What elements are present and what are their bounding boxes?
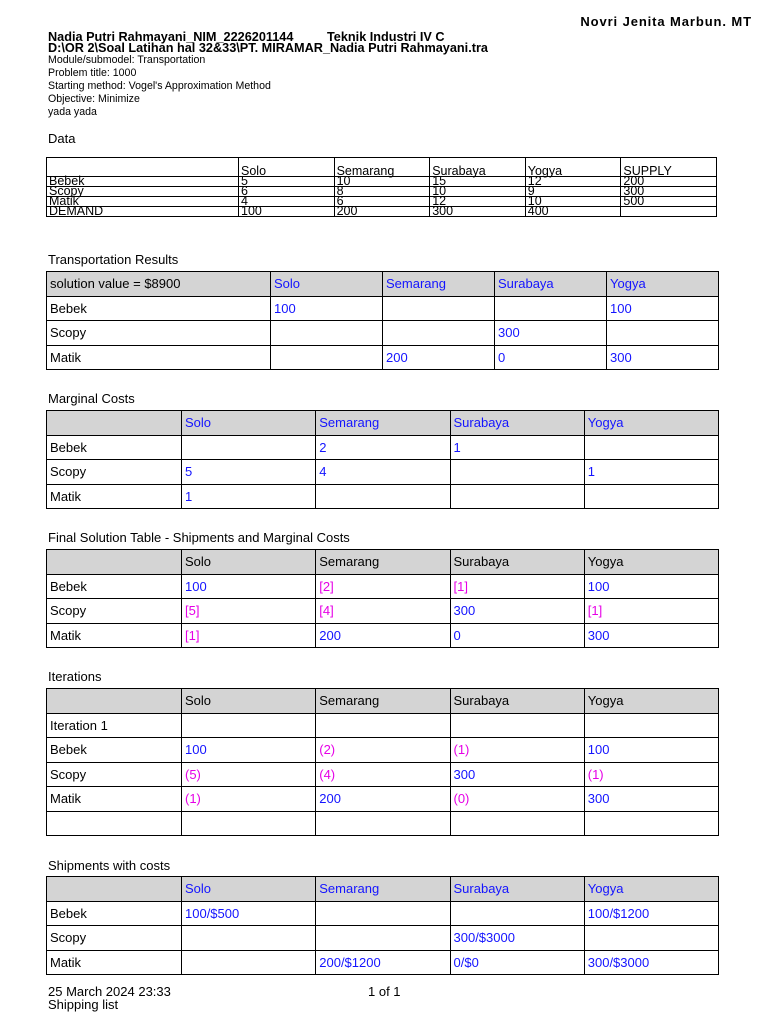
final-section-title: Final Solution Table - Shipments and Marginal Costs bbox=[48, 530, 350, 545]
marginal-row-matik bbox=[47, 484, 719, 509]
final-bebek-solo-cell: 100 bbox=[182, 574, 316, 599]
marginal-scopy-surabaya-cell bbox=[450, 460, 584, 485]
student-name: Nadia Putri Rahmayani_NIM_2226201144 bbox=[48, 30, 294, 44]
data-demand-label: DEMAND bbox=[47, 207, 239, 217]
marginal-scopy-semarang-cell: 4 bbox=[316, 460, 450, 485]
data-demand-solo-cell: 100 bbox=[239, 207, 335, 217]
data-header-surabaya: Surabaya bbox=[430, 158, 526, 177]
data-row-scopy bbox=[47, 187, 717, 197]
data-scopy-yogya-cell: 9 bbox=[525, 187, 621, 197]
iterations-bebek-semarang-cell: (2) bbox=[316, 738, 450, 763]
iterations-bebek-solo-cell: 100 bbox=[182, 738, 316, 763]
marginal-header-solo: Solo bbox=[182, 411, 316, 436]
iterations-header-surabaya: Surabaya bbox=[450, 689, 584, 714]
iterations-scopy-semarang-cell: (4) bbox=[316, 762, 450, 787]
iterations-header-yogya: Yogya bbox=[584, 689, 718, 714]
data-demand-yogya-cell: 400 bbox=[525, 207, 621, 217]
shipments-bebek-semarang-cell bbox=[316, 901, 450, 926]
results-bebek-solo-cell: 100 bbox=[271, 296, 383, 321]
results-matik-solo-cell bbox=[271, 345, 383, 370]
iterations-row-row-5 bbox=[47, 811, 719, 836]
data-matik-supply-cell: 500 bbox=[621, 197, 717, 207]
file-path: D:\OR 2\Soal Latihan hal 32&33\PT. MIRAMAR_Nadia Putri Rahmayani.tra bbox=[48, 41, 488, 55]
iterations-scopy-label: Scopy bbox=[47, 762, 182, 787]
marginal-header-surabaya: Surabaya bbox=[450, 411, 584, 436]
marginal-bebek-semarang-cell: 2 bbox=[316, 435, 450, 460]
iterations-matik-semarang-cell: 200 bbox=[316, 787, 450, 812]
shipments-scopy-label: Scopy bbox=[47, 926, 182, 951]
iterations-row-matik bbox=[47, 787, 719, 812]
iterations-header-row bbox=[47, 689, 719, 714]
final-matik-semarang-cell: 200 bbox=[316, 623, 450, 648]
results-matik-yogya-cell: 300 bbox=[607, 345, 719, 370]
results-scopy-yogya-cell bbox=[607, 321, 719, 346]
data-bebek-label: Bebek bbox=[47, 177, 239, 187]
shipments-scopy-surabaya-cell: 300/$3000 bbox=[450, 926, 584, 951]
shipments-row-bebek bbox=[47, 901, 719, 926]
problem-info bbox=[48, 54, 271, 119]
iterations-bebek-yogya-cell: 100 bbox=[584, 738, 718, 763]
results-bebek-semarang-cell bbox=[383, 296, 495, 321]
comment-line: yada yada bbox=[48, 106, 97, 119]
marginal-matik-yogya-cell bbox=[584, 484, 718, 509]
marginal-matik-semarang-cell bbox=[316, 484, 450, 509]
data-scopy-semarang-cell: 8 bbox=[334, 187, 430, 197]
final-header-row bbox=[47, 550, 719, 575]
shipments-row-matik bbox=[47, 950, 719, 975]
iterations-scopy-yogya-cell: (1) bbox=[584, 762, 718, 787]
results-matik-semarang-cell: 200 bbox=[383, 345, 495, 370]
iterations-row-5-surabaya-cell bbox=[450, 811, 584, 836]
final-header-semarang: Semarang bbox=[316, 550, 450, 575]
iterations-row-5-solo-cell bbox=[182, 811, 316, 836]
iterations-iteration-1-yogya-cell bbox=[584, 713, 718, 738]
data-matik-yogya-cell: 10 bbox=[525, 197, 621, 207]
iterations-scopy-surabaya-cell: 300 bbox=[450, 762, 584, 787]
marginal-header-row bbox=[47, 411, 719, 436]
marginal-table bbox=[46, 410, 719, 509]
data-bebek-solo-cell: 5 bbox=[239, 177, 335, 187]
marginal-matik-solo-cell: 1 bbox=[182, 484, 316, 509]
iterations-matik-solo-cell: (1) bbox=[182, 787, 316, 812]
data-bebek-surabaya-cell: 15 bbox=[430, 177, 526, 187]
results-header-solo: Solo bbox=[271, 272, 383, 297]
results-scopy-label: Scopy bbox=[47, 321, 271, 346]
data-row-bebek bbox=[47, 177, 717, 187]
module-line: Module/submodel: Transportation bbox=[48, 54, 206, 66]
results-matik-surabaya-cell: 0 bbox=[495, 345, 607, 370]
final-header-solo: Solo bbox=[182, 550, 316, 575]
results-bebek-yogya-cell: 100 bbox=[607, 296, 719, 321]
marginal-scopy-yogya-cell: 1 bbox=[584, 460, 718, 485]
results-scopy-surabaya-cell: 300 bbox=[495, 321, 607, 346]
data-header-yogya: Yogya bbox=[525, 158, 621, 177]
footer-datetime: 25 March 2024 23:33 bbox=[48, 984, 171, 999]
results-matik-label: Matik bbox=[47, 345, 271, 370]
iterations-row-scopy bbox=[47, 762, 719, 787]
final-header-surabaya: Surabaya bbox=[450, 550, 584, 575]
data-scopy-supply-cell: 300 bbox=[621, 187, 717, 197]
data-row-demand bbox=[47, 207, 717, 217]
marginal-bebek-solo-cell bbox=[182, 435, 316, 460]
marginal-scopy-solo-cell: 5 bbox=[182, 460, 316, 485]
problem-title-line: Problem title: 1000 bbox=[48, 67, 137, 80]
final-bebek-surabaya-cell: [1] bbox=[450, 574, 584, 599]
iterations-row-5-label bbox=[47, 811, 182, 836]
data-matik-semarang-cell: 6 bbox=[334, 197, 430, 207]
data-table bbox=[46, 157, 717, 217]
objective-line: Objective: Minimize bbox=[48, 93, 140, 106]
shipments-row-scopy bbox=[47, 926, 719, 951]
iterations-bebek-surabaya-cell: (1) bbox=[450, 738, 584, 763]
final-table bbox=[46, 549, 719, 648]
data-matik-label: Matik bbox=[47, 197, 239, 207]
marginal-matik-surabaya-cell bbox=[450, 484, 584, 509]
results-row-scopy bbox=[47, 321, 719, 346]
final-scopy-solo-cell: [5] bbox=[182, 599, 316, 624]
marginal-header-corner bbox=[47, 411, 182, 436]
shipments-bebek-solo-cell: 100/$500 bbox=[182, 901, 316, 926]
final-bebek-semarang-cell: [2] bbox=[316, 574, 450, 599]
final-header-corner bbox=[47, 550, 182, 575]
data-bebek-semarang-cell: 10 bbox=[334, 177, 430, 187]
iterations-row-iteration-1 bbox=[47, 713, 719, 738]
data-section-title: Data bbox=[48, 131, 76, 146]
shipments-bebek-surabaya-cell bbox=[450, 901, 584, 926]
iterations-row-5-yogya-cell bbox=[584, 811, 718, 836]
final-scopy-label: Scopy bbox=[47, 599, 182, 624]
iterations-scopy-solo-cell: (5) bbox=[182, 762, 316, 787]
marginal-bebek-surabaya-cell: 1 bbox=[450, 435, 584, 460]
data-header-row bbox=[47, 158, 717, 177]
shipments-matik-semarang-cell: 200/$1200 bbox=[316, 950, 450, 975]
data-matik-solo-cell: 4 bbox=[239, 197, 335, 207]
results-row-bebek bbox=[47, 296, 719, 321]
data-header-supply: SUPPLY bbox=[621, 158, 717, 177]
iterations-iteration-1-surabaya-cell bbox=[450, 713, 584, 738]
iterations-row-bebek bbox=[47, 738, 719, 763]
iterations-table bbox=[46, 688, 719, 836]
marginal-header-yogya: Yogya bbox=[584, 411, 718, 436]
footer-page-number: 1 of 1 bbox=[368, 984, 401, 999]
final-header-yogya: Yogya bbox=[584, 550, 718, 575]
shipments-matik-yogya-cell: 300/$3000 bbox=[584, 950, 718, 975]
shipments-scopy-semarang-cell bbox=[316, 926, 450, 951]
starting-method-line: Starting method: Vogel's Approximation Method bbox=[48, 80, 271, 93]
results-row-matik bbox=[47, 345, 719, 370]
shipments-header-semarang: Semarang bbox=[316, 877, 450, 902]
shipments-section-title: Shipments with costs bbox=[48, 858, 171, 873]
iterations-matik-yogya-cell: 300 bbox=[584, 787, 718, 812]
data-header-solo: Solo bbox=[239, 158, 335, 177]
final-row-matik bbox=[47, 623, 719, 648]
iterations-matik-label: Matik bbox=[47, 787, 182, 812]
data-demand-surabaya-cell: 300 bbox=[430, 207, 526, 217]
results-header-corner: solution value = $8900 bbox=[47, 272, 271, 297]
iterations-row-5-semarang-cell bbox=[316, 811, 450, 836]
class-name: Teknik Industri IV C bbox=[327, 30, 445, 44]
iterations-section-title: Iterations bbox=[48, 669, 102, 684]
shipments-header-solo: Solo bbox=[182, 877, 316, 902]
marginal-row-bebek bbox=[47, 435, 719, 460]
final-matik-yogya-cell: 300 bbox=[584, 623, 718, 648]
data-demand-semarang-cell: 200 bbox=[334, 207, 430, 217]
marginal-bebek-label: Bebek bbox=[47, 435, 182, 460]
iterations-matik-surabaya-cell: (0) bbox=[450, 787, 584, 812]
iterations-bebek-label: Bebek bbox=[47, 738, 182, 763]
data-bebek-yogya-cell: 12 bbox=[525, 177, 621, 187]
data-row-matik bbox=[47, 197, 717, 207]
results-bebek-label: Bebek bbox=[47, 296, 271, 321]
final-bebek-label: Bebek bbox=[47, 574, 182, 599]
data-matik-surabaya-cell: 12 bbox=[430, 197, 526, 207]
results-table bbox=[46, 271, 719, 370]
final-scopy-surabaya-cell: 300 bbox=[450, 599, 584, 624]
marginal-scopy-label: Scopy bbox=[47, 460, 182, 485]
shipments-matik-label: Matik bbox=[47, 950, 182, 975]
shipments-bebek-label: Bebek bbox=[47, 901, 182, 926]
iterations-header-semarang: Semarang bbox=[316, 689, 450, 714]
shipments-bebek-yogya-cell: 100/$1200 bbox=[584, 901, 718, 926]
final-row-scopy bbox=[47, 599, 719, 624]
shipments-table bbox=[46, 876, 719, 975]
iterations-iteration-1-solo-cell bbox=[182, 713, 316, 738]
shipments-header-corner bbox=[47, 877, 182, 902]
final-scopy-yogya-cell: [1] bbox=[584, 599, 718, 624]
final-scopy-semarang-cell: [4] bbox=[316, 599, 450, 624]
marginal-row-scopy bbox=[47, 460, 719, 485]
results-bebek-surabaya-cell bbox=[495, 296, 607, 321]
instructor-name: Novri Jenita Marbun. MT bbox=[580, 14, 752, 29]
shipments-header-row bbox=[47, 877, 719, 902]
shipments-header-yogya: Yogya bbox=[584, 877, 718, 902]
data-header-semarang: Semarang bbox=[334, 158, 430, 177]
iterations-iteration-1-label: Iteration 1 bbox=[47, 713, 182, 738]
final-bebek-yogya-cell: 100 bbox=[584, 574, 718, 599]
results-scopy-semarang-cell bbox=[383, 321, 495, 346]
data-scopy-solo-cell: 6 bbox=[239, 187, 335, 197]
shipments-header-surabaya: Surabaya bbox=[450, 877, 584, 902]
final-matik-solo-cell: [1] bbox=[182, 623, 316, 648]
marginal-section-title: Marginal Costs bbox=[48, 391, 135, 406]
data-bebek-supply-cell: 200 bbox=[621, 177, 717, 187]
results-header-surabaya: Surabaya bbox=[495, 272, 607, 297]
shipments-scopy-solo-cell bbox=[182, 926, 316, 951]
data-scopy-label: Scopy bbox=[47, 187, 239, 197]
results-scopy-solo-cell bbox=[271, 321, 383, 346]
results-header-row bbox=[47, 272, 719, 297]
data-demand-supply-cell bbox=[621, 207, 717, 217]
results-header-semarang: Semarang bbox=[383, 272, 495, 297]
final-matik-surabaya-cell: 0 bbox=[450, 623, 584, 648]
shipments-matik-solo-cell bbox=[182, 950, 316, 975]
iterations-iteration-1-semarang-cell bbox=[316, 713, 450, 738]
marginal-header-semarang: Semarang bbox=[316, 411, 450, 436]
iterations-header-corner bbox=[47, 689, 182, 714]
data-scopy-surabaya-cell: 10 bbox=[430, 187, 526, 197]
marginal-bebek-yogya-cell bbox=[584, 435, 718, 460]
footer-report-name: Shipping list bbox=[48, 997, 119, 1012]
final-matik-label: Matik bbox=[47, 623, 182, 648]
final-row-bebek bbox=[47, 574, 719, 599]
results-header-yogya: Yogya bbox=[607, 272, 719, 297]
results-section-title: Transportation Results bbox=[48, 252, 179, 267]
shipments-matik-surabaya-cell: 0/$0 bbox=[450, 950, 584, 975]
shipments-scopy-yogya-cell bbox=[584, 926, 718, 951]
iterations-header-solo: Solo bbox=[182, 689, 316, 714]
marginal-matik-label: Matik bbox=[47, 484, 182, 509]
